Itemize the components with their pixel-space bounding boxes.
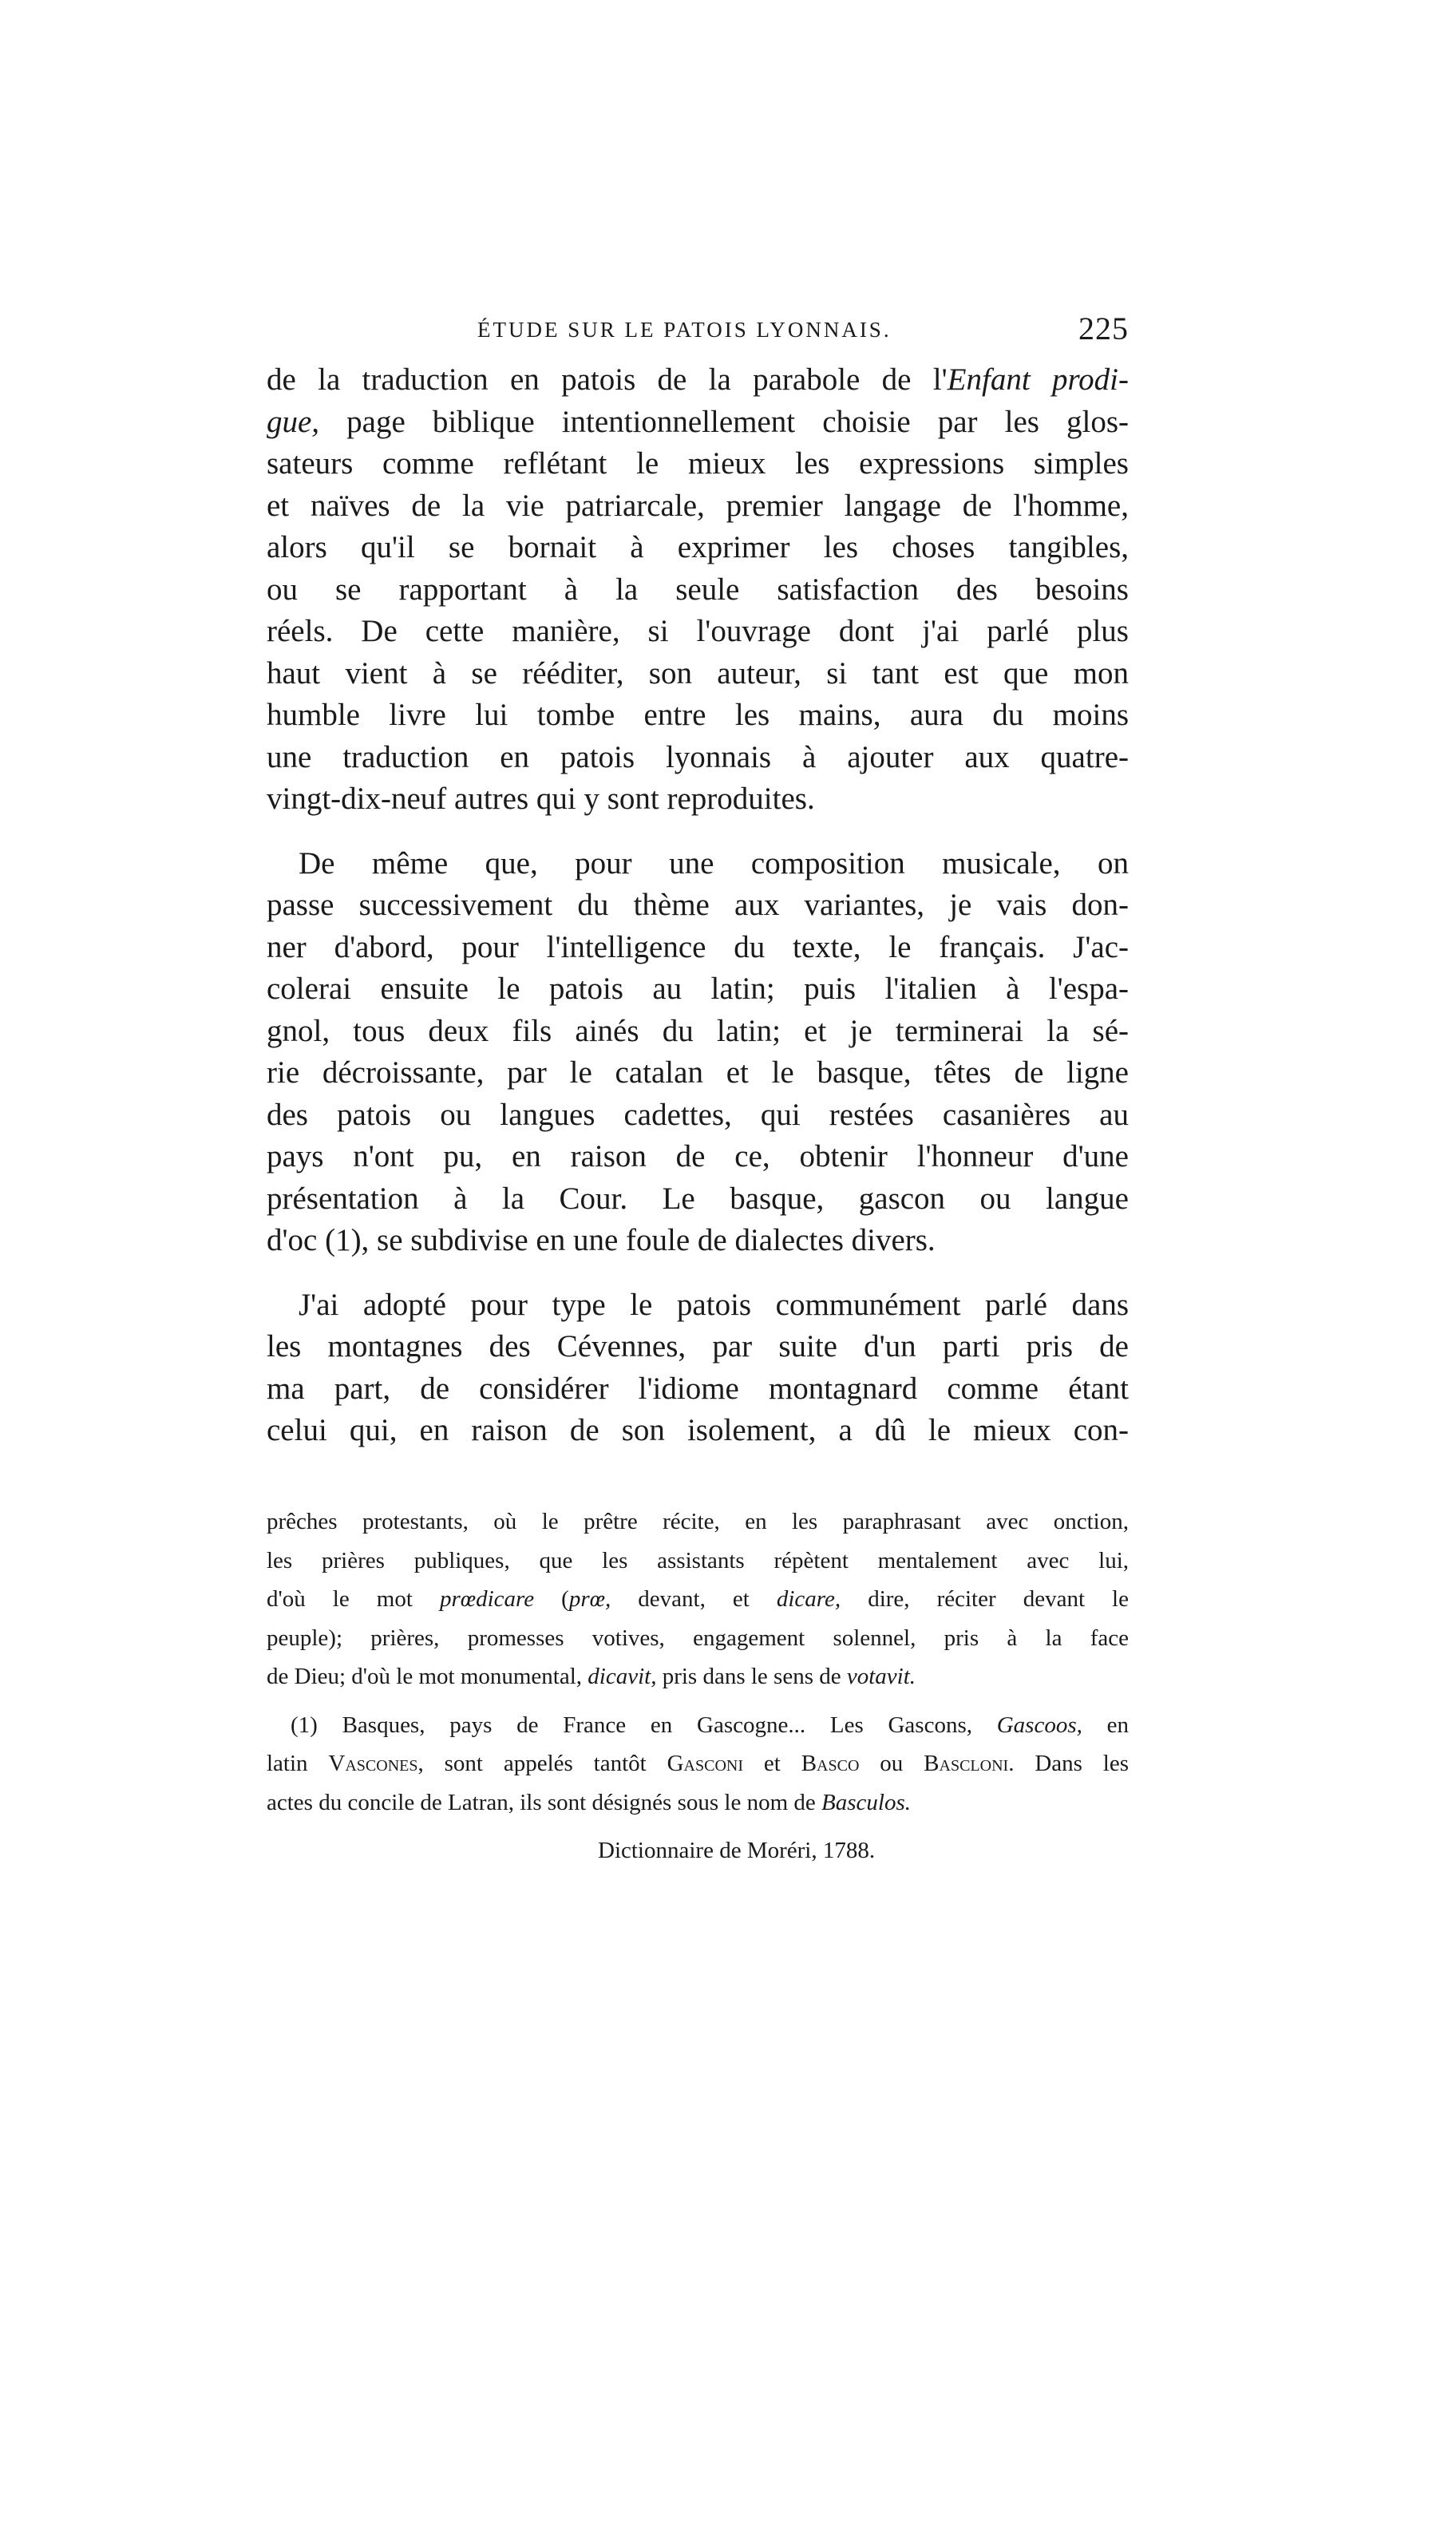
footnote-source: Dictionnaire de Moréri, 1788. [598, 1838, 876, 1863]
text-line: réels. De cette manière, si l'ouvrage dont j'ai parlé plus [267, 614, 1129, 648]
footnote-continued [267, 1502, 1129, 1696]
footnote-line: d'où le mot prœdicare (prœ, devant, et dicare, dire, réciter devant le [267, 1586, 1129, 1612]
italic-term: Gascoos, [996, 1712, 1082, 1738]
paragraph-gap [267, 1262, 1129, 1284]
italic-term: dicare, [776, 1586, 841, 1612]
text-line: colerai ensuite le patois au latin; puis l'italien à l'espa- [267, 972, 1129, 1006]
paragraph-gap [267, 821, 1129, 843]
small-caps-term: Basco [801, 1751, 860, 1776]
text-line: J'ai adopté pour type le patois communément parlé dans [299, 1287, 1129, 1322]
paragraph-3 [267, 1284, 1129, 1452]
footnote-line: (1) Basques, pays de France en Gascogne... Les Gascons, Gascoos, en [291, 1712, 1129, 1738]
text-line: ner d'abord, pour l'intelligence du texte, le français. J'ac- [267, 929, 1129, 964]
running-title: ÉTUDE SUR LE PATOIS LYONNAIS. [477, 318, 892, 342]
text-line: celui qui, en raison de son isolement, a dû le mieux con- [267, 1413, 1129, 1447]
footnote-line: actes du concile de Latran, ils sont désignés sous le nom de Basculos. [267, 1789, 911, 1815]
footnote-1 [267, 1706, 1129, 1870]
footnote-line: peuple); prières, promesses votives, engagement solennel, pris à la face [267, 1625, 1129, 1651]
text-line: une traduction en patois lyonnais à ajouter aux quatre- [267, 739, 1129, 774]
italic-term: votavit. [846, 1664, 916, 1689]
footnote-line: latin Vascones, sont appelés tantôt Gasconi et Basco ou Bascloni. Dans les [267, 1751, 1130, 1776]
text-line: présentation à la Cour. Le basque, gascon ou langue [267, 1181, 1129, 1216]
paragraph-1 [267, 359, 1129, 821]
text-line: haut vient à se rééditer, son auteur, si tant est que mon [267, 655, 1129, 691]
page-number: 225 [1078, 311, 1129, 346]
italic-term: prœdicare [439, 1586, 535, 1612]
text-line: des patois ou langues cadettes, qui restées casanières au [267, 1097, 1129, 1132]
running-head [267, 310, 1129, 358]
footnote-line: prêches protestants, où le prêtre récite, en les paraphrasant avec onction, [267, 1509, 1129, 1534]
text-line: les montagnes des Cévennes, par suite d'un parti pris de [267, 1329, 1129, 1364]
text-line: humble livre lui tombe entre les mains, aura du moins [267, 698, 1129, 732]
footnote-line: les prières publiques, que les assistants répètent mentalement avec lui, [267, 1547, 1129, 1573]
text-line: ma part, de considérer l'idiome montagnard comme étant [267, 1371, 1129, 1406]
italic-term: Basculos. [821, 1789, 911, 1815]
text-line: et naïves de la vie patriarcale, premier langage de l'homme, [267, 488, 1129, 523]
paragraph-2 [267, 843, 1129, 1262]
small-caps-term: Vascones [328, 1751, 418, 1776]
text-line: passe successivement du thème aux variantes, je vais don- [267, 888, 1129, 922]
text-line: gnol, tous deux fils ainés du latin; et je terminerai la sé- [267, 1013, 1129, 1048]
italic-term: dicavit, [588, 1664, 657, 1689]
footnote-gap [267, 1696, 1129, 1706]
text-line: de la traduction en patois de la parabole de l'Enfant prodi- [267, 362, 1130, 397]
text-line: sateurs comme reflétant le mieux les expressions simples [267, 446, 1129, 481]
italic-term: prœ, [568, 1586, 611, 1612]
text-line: De même que, pour une composition musicale, on [299, 845, 1129, 881]
small-caps-term: Bascloni [924, 1751, 1009, 1776]
italic-term: Enfant prodi- [947, 362, 1130, 397]
text-line: alors qu'il se bornait à exprimer les choses tangibles, [267, 530, 1129, 564]
text-line: d'oc (1), se subdivise en une foule de dialectes divers. [267, 1223, 936, 1257]
footnote-line: de Dieu; d'où le mot monumental, dicavit, pris dans le sens de votavit. [267, 1664, 916, 1689]
text-line: gue, page biblique intentionnellement choisie par les glos- [267, 404, 1129, 439]
footnotes [267, 1502, 1129, 1870]
small-caps-term: Gasconi [667, 1751, 744, 1776]
italic-term: gue, [267, 404, 320, 439]
text-line: ou se rapportant à la seule satisfaction des besoins [267, 572, 1129, 607]
text-line: vingt-dix-neuf autres qui y sont reproduites. [267, 782, 815, 816]
body-text [267, 359, 1129, 1452]
text-line: rie décroissante, par le catalan et le basque, têtes de ligne [267, 1055, 1129, 1090]
text-line: pays n'ont pu, en raison de ce, obtenir l'honneur d'une [267, 1139, 1129, 1174]
